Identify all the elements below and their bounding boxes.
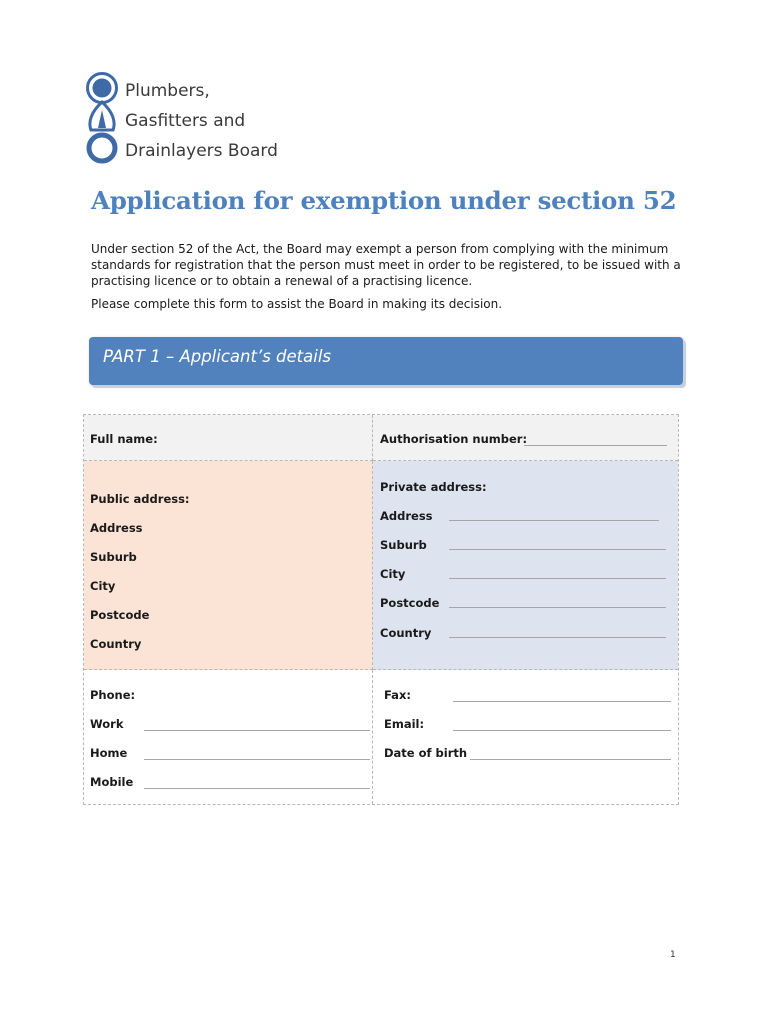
private-suburb-field[interactable] [449, 549, 666, 550]
logo-wordmark [125, 76, 325, 166]
fax-field[interactable] [453, 701, 671, 702]
public-address-cell [84, 461, 373, 670]
private-address-field[interactable] [449, 520, 659, 521]
private-country-field[interactable] [449, 637, 666, 638]
phone-heading: Phone: [90, 688, 136, 702]
page-number: 1 [670, 950, 676, 960]
logo-line-3: Drainlayers Board [125, 141, 278, 161]
page-title: Application for exemption under section 52 [91, 186, 677, 215]
public-address-heading: Public address: [90, 492, 190, 506]
fax-label: Fax: [384, 688, 411, 702]
phone-cell [84, 670, 373, 804]
private-address-label: Address [380, 509, 433, 523]
date-of-birth-label: Date of birth [384, 746, 468, 760]
public-country-label: Country [90, 637, 142, 651]
private-address-heading: Private address: [380, 480, 487, 494]
mobile-phone-field[interactable] [144, 788, 370, 789]
date-of-birth-field[interactable] [470, 759, 671, 760]
instruction-paragraph: Please complete this form to assist the Board in making its decision. [91, 297, 503, 311]
authorisation-number-label: Authorisation number: [380, 432, 528, 446]
public-address-label: Address [90, 521, 143, 535]
home-phone-field[interactable] [144, 759, 370, 760]
private-city-label: City [380, 567, 406, 581]
logo-line-1: Plumbers, [125, 81, 210, 101]
intro-paragraph: Under section 52 of the Act, the Board may exempt a person from complying with the minimum standards for registration that the person must meet in order to be registered, to be issued with a practising licence or to obtain a renewal of a practising licence. [91, 242, 681, 288]
full-name-cell [84, 415, 373, 461]
private-city-field[interactable] [449, 578, 666, 579]
authorisation-number-field[interactable] [524, 445, 667, 446]
home-phone-label: Home [90, 746, 128, 760]
public-city-label: City [90, 579, 116, 593]
private-postcode-label: Postcode [380, 596, 440, 610]
logo-line-2: Gasfitters and [125, 111, 246, 131]
email-label: Email: [384, 717, 425, 731]
full-name-label: Full name: [90, 432, 158, 446]
part1-heading: PART 1 – Applicant’s details [103, 347, 332, 366]
private-address-cell [373, 461, 678, 670]
authorisation-cell [373, 415, 678, 461]
private-country-label: Country [380, 626, 432, 640]
public-postcode-label: Postcode [90, 608, 150, 622]
mobile-phone-label: Mobile [90, 775, 134, 789]
private-suburb-label: Suburb [380, 538, 427, 552]
work-phone-label: Work [90, 717, 124, 731]
contact-cell [373, 670, 678, 804]
public-suburb-label: Suburb [90, 550, 137, 564]
private-postcode-field[interactable] [449, 607, 666, 608]
work-phone-field[interactable] [144, 730, 370, 731]
part1-banner [89, 337, 683, 385]
applicant-details-form [83, 414, 679, 805]
logo-emblem-icon [86, 72, 122, 164]
board-logo [86, 72, 306, 164]
email-field[interactable] [453, 730, 671, 731]
